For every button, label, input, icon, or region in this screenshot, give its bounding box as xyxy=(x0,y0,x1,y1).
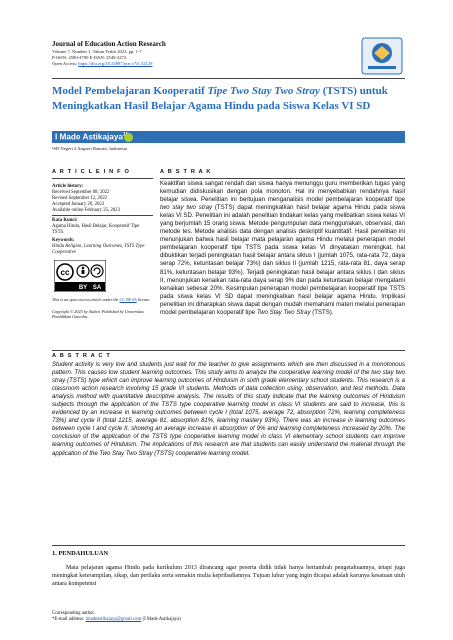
svg-text:cc: cc xyxy=(60,268,70,277)
abstract-heading: A B S T R A C T xyxy=(52,353,112,359)
license-link[interactable]: CC BY-SA xyxy=(119,297,137,302)
issn-line: P-ISSN: 2580-4790 E-ISSN: 2549-3272 xyxy=(52,55,127,61)
footer xyxy=(52,611,181,623)
cc-by-sa-badge xyxy=(54,260,106,292)
abstract-text: Student activity is very low and students just wait for the teacher to give assignments which are then discussed in a monotonous pattern. This causes low student learning outcomes. This study aims to analyze the cooperative learning model of the two stay two stray (TSTS) type which can improve learning outcomes of Hinduism in sixth grade elementary school students. This research is a classroom action research involving 15 grade VI students. Methods of data collection using, observation, and test methods. Data analysis method with quantitative descriptive analysis. The results of this study indicate that the learning outcomes of Hinduism subjects through the application of the TSTS type cooperative learning model in class VI students are said to increase, this is evidenced by an increase in learning outcomes between cycle I (total 1075, average 72, absorption 72%, learning completeness 73%) and cycle II (total 1215, average 81, absorption 81%, learning mastery 93%). There was an increase in learning outcomes between cycle I and cycle II, showing an average increase in absorption of 9% and learning completeness increased by 20%. The conclusion of the application of the TSTS type cooperative learning model in class VI elementary school students can improve learning outcomes of Hinduism. The implications of this research are that students can easily understand the material through the application of the Two Stay Two Stray (TSTS) cooperative learning model. xyxy=(52,362,405,457)
keywords-text: Hindu Religion, Learning Outcomes, TSTS Type Cooperative xyxy=(52,244,145,256)
info-rule xyxy=(52,178,153,179)
history-revised: Revised September 12, 2022 xyxy=(52,196,108,202)
license-note: This is an open access article under the CC BY-SA license. xyxy=(52,297,151,302)
svg-text:SA: SA xyxy=(92,285,102,291)
journal-logo xyxy=(358,36,406,76)
orcid-icon[interactable] xyxy=(124,133,133,142)
email-link[interactable]: imadeastikajaya@gmail.com xyxy=(85,617,142,622)
corresponding-label: Corresponding author. xyxy=(52,611,95,616)
header-rule xyxy=(52,78,405,79)
svg-text:BY: BY xyxy=(78,285,88,291)
journal-meta xyxy=(52,49,152,68)
email-line: *E-mail address: imadeastikajaya@gmail.com (I Made Astikajaya) xyxy=(52,617,181,622)
keywords: Keywords: Hindu Religion, Learning Outcomes, TSTS Type Cooperative xyxy=(52,238,152,256)
history-online: Available online February 25, 2023 xyxy=(52,208,120,214)
affiliation: ¹SD Negeri 2 Angseri Baturiti, Indonesia xyxy=(52,146,128,151)
kata-kunci: Kata Kunci: Agama Hindu, Hasil Belajar, Kooperatif Tipe TSTS. xyxy=(52,218,152,236)
abstract-top-rule xyxy=(52,350,405,351)
copyright-note: Copyright © 2023 by Author. Published by Universitas Pendidikan Ganesha. xyxy=(52,309,144,320)
article-history: Article history: Received September 08, 2022 Revised September 12, 2022 Accepted January 20, 2023 Available online February 25, 2023 xyxy=(52,184,152,214)
open-access-line: Open Access: https://doi.org/10.23887/jear.v7i1.52129 xyxy=(52,61,153,67)
info-rule-2 xyxy=(52,215,153,216)
article-info-heading: A R T I C L E I N F O xyxy=(52,169,131,175)
volume-line: Volume 7, Number 1, Tahun Terbit 2023, pp. 1-7 xyxy=(52,49,142,54)
journal-name: Journal of Education Action Research xyxy=(52,40,166,48)
abstrak-text: Keaktifan siswa sangat rendah dan siswa hanya menunggu guru memberikan tugas yang kemudian didiskusikan dengan pola monoton. Hal ini menyebabkan rendahnya hasil belajar siswa. Penelitian ini bertujuan menganalisis model pembelajaran kooperatif tipe two stay two stray (TSTS) dapat meningkatkan hasil belajar agama Hindu pada siswa kelas VI SD. Penelitian ini adalah penelitian tindakan kelas yang melibatkan siswa kelas VI yang berjumlah 15 orang siswa. Metode pengumpulan data menggunakan, observasi, dan metode tes. Metode analisis data dengan analisis deskriptif kuantitatif. Hasil penelitian ini menunjukan bahwa hasil belajar mata pelajaran agama Hindu melalui penerapan model pembelajaran kooperatif tipe TSTS pada siswa kelas VI dinyatakan meningkat, hal dibuktikan terjadi peningkatan hasil belajar antara siklus I (jumlah 1075, rata-rata 72, daya serap 72%, ketuntasan belajar 73%) dan siklus II (jumlah 1215, rata-rata 81, daya serap 81%, ketuntasan belajar 93%). Terjadi peningkatan hasil belajar antara siklus I dan siklus II, menunjukan kenaikan rata-rata daya serap 9% dan pada ketuntasan belajar mengalami kenaikan sebesar 20%. Kesimpulan penerapan model pembelajaran kooperatif tipe TSTS pada siswa kelas VI SD dapat meningkatkan hasil belajar agama Hindu. Implikasi penelitian ini diharapkan siswa dapat dengan mudah memahami materi melalui penerapan model pembelajaran kooperatif tipe Two Stay Two Stray (TSTS). xyxy=(160,180,405,316)
article-title: Model Pembelajaran Kooperatif Tipe Two Stay Two Stray (TSTS) untuk Meningkatkan Hasil Belajar Agama Hindu pada Siswa Kelas VI SD xyxy=(52,85,388,112)
author-name: I Made Astikajaya xyxy=(55,132,123,142)
abstract-bottom-rule xyxy=(52,545,405,546)
history-received: Received September 08, 2022 xyxy=(52,190,110,196)
section-body: Mata pelajaran agama Hindu pada kurikulum 2013 dirancang agar peserta didik tidak hanya bertambah pengetahuannya, tetapi juga meningkat keterampilan, sikap, dan perilaku serta semakin mulia kepribadiannya. Tujuan luhur yang ingin dicapai adalah karunya kesatuan utuh antara kompetensi xyxy=(52,565,405,587)
kata-kunci-text: Agama Hindu, Hasil Belajar, Kooperatif Tipe TSTS. xyxy=(52,224,140,236)
history-accepted: Accepted January 20, 2023 xyxy=(52,202,105,208)
doi-link[interactable]: https://doi.org/10.23887/jear.v7i1.52129 xyxy=(78,61,153,67)
section-heading: 1. PENDAHULUAN xyxy=(52,550,109,557)
abstrak-heading: A B S T R A K xyxy=(160,169,212,175)
abstrak-rule xyxy=(160,178,405,179)
